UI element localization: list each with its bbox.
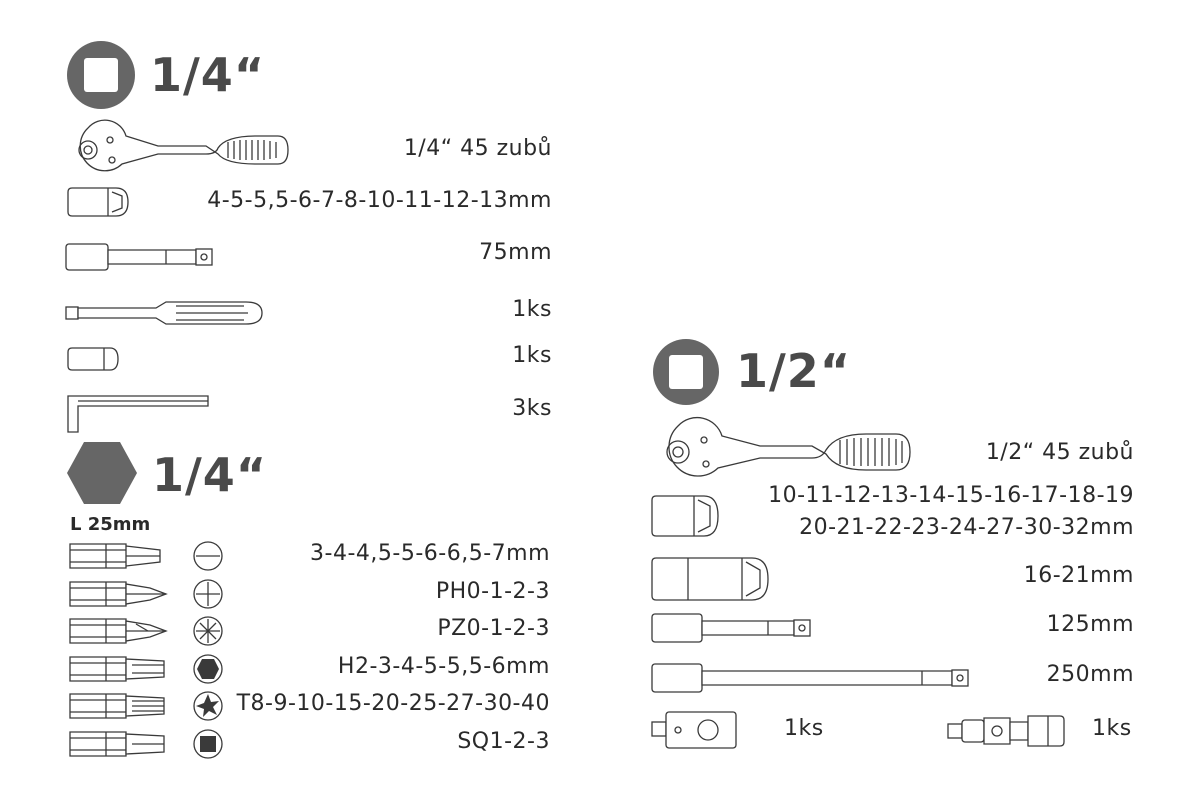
bit-sizes-label: T8-9-10-15-20-25-27-30-40 [236,691,550,716]
bit-sizes-label: H2-3-4-5-5,5-6mm [337,654,550,679]
handle-qty-label: 1ks [512,297,552,322]
square-drive-icon [652,338,720,406]
hex-bit-icon [70,653,170,685]
ratchet-label: 1/2“ 45 zubů [985,440,1134,465]
universal-joint-icon [948,710,1068,750]
slotted-tip-icon [192,540,224,572]
spark-socket-label: 16-21mm [1023,563,1134,588]
bit-sizes-label: PH0-1-2-3 [435,579,550,604]
extension-250-label: 250mm [1046,662,1134,687]
adapter-icon [652,710,742,750]
phillips-bit-icon [70,578,170,610]
extension-bar-icon [652,662,982,694]
adapter-qty-label: 1ks [512,343,552,368]
ratchet-label: 1/4“ 45 zubů [403,136,552,161]
square-drive-icon [66,40,136,110]
bit-adapter-icon [68,346,124,372]
torx-tip-icon [192,690,224,722]
pozidriv-tip-icon [192,615,224,647]
torx-bit-icon [70,690,170,722]
ratchet-icon [652,424,917,480]
hex-drive-icon [66,440,138,506]
hex-tip-icon [192,653,224,685]
hex-key-icon [66,394,216,436]
socket-sizes-label: 4-5-5,5-6-7-8-10-11-12-13mm [207,188,552,213]
section-heading: 1/4“ [150,48,266,102]
socket-sizes-line1: 10-11-12-13-14-15-16-17-18-19 [768,483,1134,508]
bit-sizes-label: SQ1-2-3 [457,729,550,754]
section-heading: 1/2“ [736,344,852,398]
ujoint-qty-label: 1ks [1092,716,1132,741]
bit-sizes-label: 3-4-4,5-5-6-6,5-7mm [310,541,550,566]
socket-icon [652,494,722,538]
extension-length-label: 75mm [479,240,552,265]
section-heading: 1/4“ [152,448,268,502]
bit-length-label: L 25mm [70,514,151,535]
socket-icon [68,186,132,218]
screwdriver-handle-icon [66,298,266,328]
spark-plug-socket-icon [652,556,772,602]
phillips-tip-icon [192,578,224,610]
bit-sizes-label: PZ0-1-2-3 [437,616,550,641]
extension-bar-icon [66,242,236,272]
square-tip-icon [192,728,224,760]
adapter-qty-label: 1ks [784,716,824,741]
socket-sizes-line2: 20-21-22-23-24-27-30-32mm [799,515,1134,540]
pozidriv-bit-icon [70,615,170,647]
square-bit-icon [70,728,170,760]
hex-key-qty-label: 3ks [512,396,552,421]
ratchet-icon [66,126,296,174]
extension-bar-icon [652,612,822,644]
extension-125-label: 125mm [1046,612,1134,637]
slotted-bit-icon [70,540,170,572]
